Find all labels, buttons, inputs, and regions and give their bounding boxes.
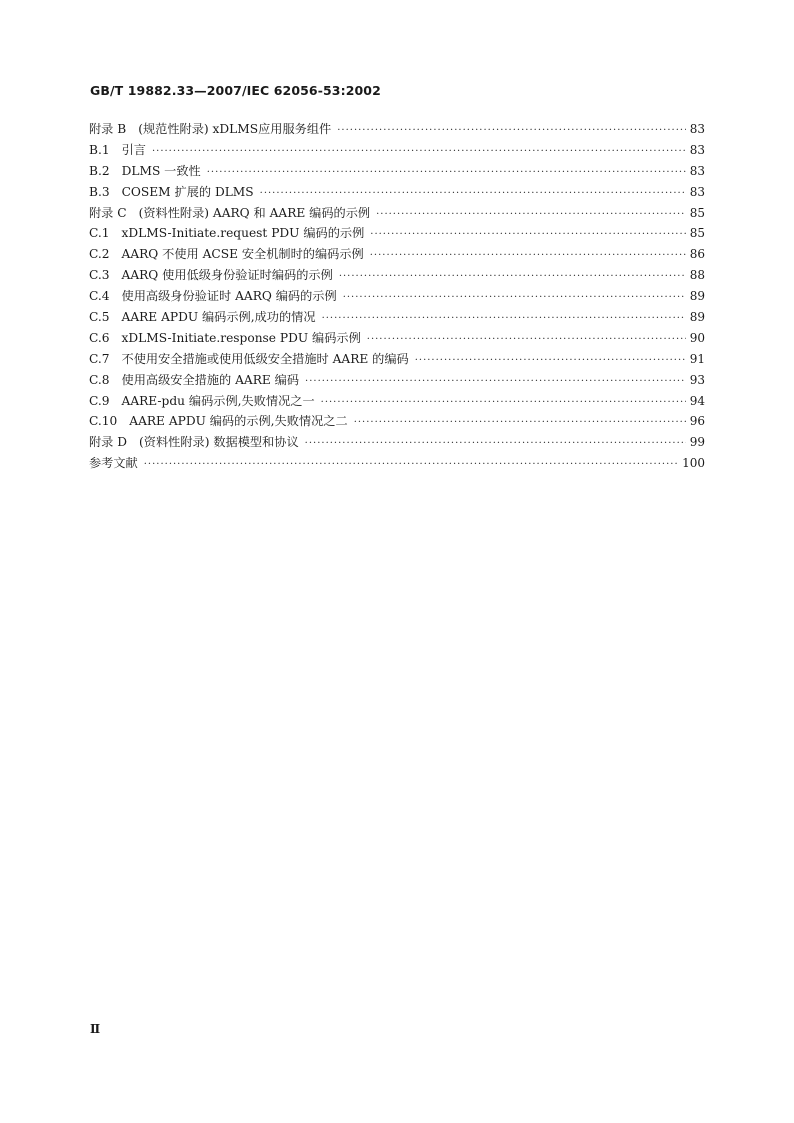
toc-entry-page: 83 (689, 122, 705, 136)
page-number: Ⅱ (90, 1022, 101, 1036)
toc-entry-c4[interactable] (89, 287, 705, 308)
toc-entry-annex-c[interactable] (89, 204, 705, 225)
toc-entry-c3[interactable] (89, 266, 705, 287)
toc-leader-dots (322, 313, 686, 324)
toc-entry-title: xDLMS-Initiate.request PDU 编码的示例 (121, 226, 365, 241)
toc-entry-title: AARE APDU 编码的示例,失败情况之二 (129, 414, 348, 429)
toc-entry-page: 85 (689, 205, 705, 220)
toc-entry-number: C.6 (89, 330, 110, 345)
toc-leader-dots (207, 167, 686, 178)
toc-entry-number: B.3 (89, 184, 110, 199)
toc-entry-number: C.1 (89, 226, 110, 241)
toc-entry-number: C.3 (89, 268, 110, 283)
toc-entry-number: C.10 (89, 414, 118, 429)
toc-leader-dots (152, 146, 686, 157)
toc-entry-page: 94 (689, 393, 705, 408)
toc-entry-annex-d[interactable] (89, 433, 705, 454)
toc-entry-number: 附录 C (89, 205, 127, 220)
toc-entry-page: 83 (689, 163, 705, 178)
toc-entry-title: COSEM 扩展的 DLMS (121, 184, 254, 199)
toc-entry-number: C.4 (89, 289, 110, 304)
toc-entry-c10[interactable] (89, 412, 705, 433)
toc-entry-page: 85 (689, 226, 705, 241)
toc-entry-page: 86 (689, 247, 705, 262)
toc-entry-annex-b[interactable] (89, 120, 705, 141)
toc-entry-title: (规范性附录) xDLMS应用服务组件 (138, 122, 332, 136)
toc-leader-dots (260, 188, 686, 199)
toc-entry-c5[interactable] (89, 308, 705, 329)
toc-entry-number: C.9 (89, 393, 110, 408)
toc-leader-dots (415, 355, 686, 366)
toc-entry-c7[interactable] (89, 350, 705, 371)
toc-entry-page: 83 (689, 142, 705, 157)
toc-entry-title: AARQ 使用低级身份验证时编码的示例 (121, 268, 333, 283)
toc-entry-page: 93 (689, 372, 705, 387)
toc-entry-c9[interactable] (89, 392, 705, 413)
toc-entry-title: 使用高级身份验证时 AARQ 编码的示例 (121, 289, 337, 304)
toc-entry-b1[interactable] (89, 141, 705, 162)
toc-entry-title: 使用高级安全措施的 AARE 编码 (121, 372, 300, 387)
toc-entry-title: 不使用安全措施或使用低级安全措施时 AARE 的编码 (121, 351, 409, 366)
toc-entry-number: C.7 (89, 351, 110, 366)
toc-leader-dots (144, 459, 678, 470)
toc-entry-b2[interactable] (89, 162, 705, 183)
toc-entry-number: C.2 (89, 247, 110, 262)
toc-entry-title: AARE APDU 编码示例,成功的情况 (121, 310, 316, 325)
toc-leader-dots (305, 376, 686, 387)
toc-leader-dots (367, 334, 686, 345)
toc-entry-title: AARE-pdu 编码示例,失败情况之一 (121, 393, 315, 408)
toc-entry-page: 83 (689, 184, 705, 199)
toc-entry-number: B.2 (89, 163, 110, 178)
toc-leader-dots (376, 209, 686, 220)
toc-entry-title: (资料性附录) 数据模型和协议 (139, 435, 299, 450)
toc-entry-page: 96 (689, 414, 705, 429)
toc-entry-c8[interactable] (89, 371, 705, 392)
toc-entry-number: C.5 (89, 310, 110, 325)
toc-entry-page: 91 (689, 351, 705, 366)
toc-entry-page: 89 (689, 289, 705, 304)
toc-entry-title: 参考文献 (89, 456, 138, 471)
toc-entry-title: xDLMS-Initiate.response PDU 编码示例 (121, 330, 361, 345)
toc-entry-b3[interactable] (89, 183, 705, 204)
toc-entry-c1[interactable] (89, 224, 705, 245)
toc-entry-title: (资料性附录) AARQ 和 AARE 编码的示例 (138, 205, 371, 220)
toc-entry-bibliography[interactable] (89, 454, 705, 475)
toc-entry-number: 附录 B (89, 122, 127, 136)
toc-leader-dots (321, 397, 686, 408)
toc-entry-page: 90 (689, 330, 705, 345)
document-header: GB/T 19882.33—2007/IEC 62056-53:2002 (90, 83, 381, 98)
table-of-contents (89, 120, 705, 475)
toc-entry-c2[interactable] (89, 245, 705, 266)
toc-entry-page: 89 (689, 310, 705, 325)
toc-entry-title: AARQ 不使用 ACSE 安全机制时的编码示例 (121, 247, 364, 262)
toc-entry-number: C.8 (89, 372, 110, 387)
toc-entry-number: B.1 (89, 142, 110, 157)
toc-entry-page: 99 (689, 435, 705, 450)
toc-entry-page: 100 (682, 456, 705, 471)
toc-entry-title: 引言 (121, 142, 146, 157)
toc-leader-dots (343, 292, 686, 303)
toc-entry-number: 附录 D (89, 435, 128, 450)
toc-entry-page: 88 (689, 268, 705, 283)
toc-leader-dots (370, 229, 685, 240)
toc-leader-dots (370, 250, 686, 261)
toc-entry-c6[interactable] (89, 329, 705, 350)
toc-leader-dots (337, 125, 685, 136)
toc-leader-dots (305, 438, 686, 449)
toc-leader-dots (354, 417, 686, 428)
toc-leader-dots (339, 271, 686, 282)
toc-entry-title: DLMS 一致性 (121, 163, 201, 178)
